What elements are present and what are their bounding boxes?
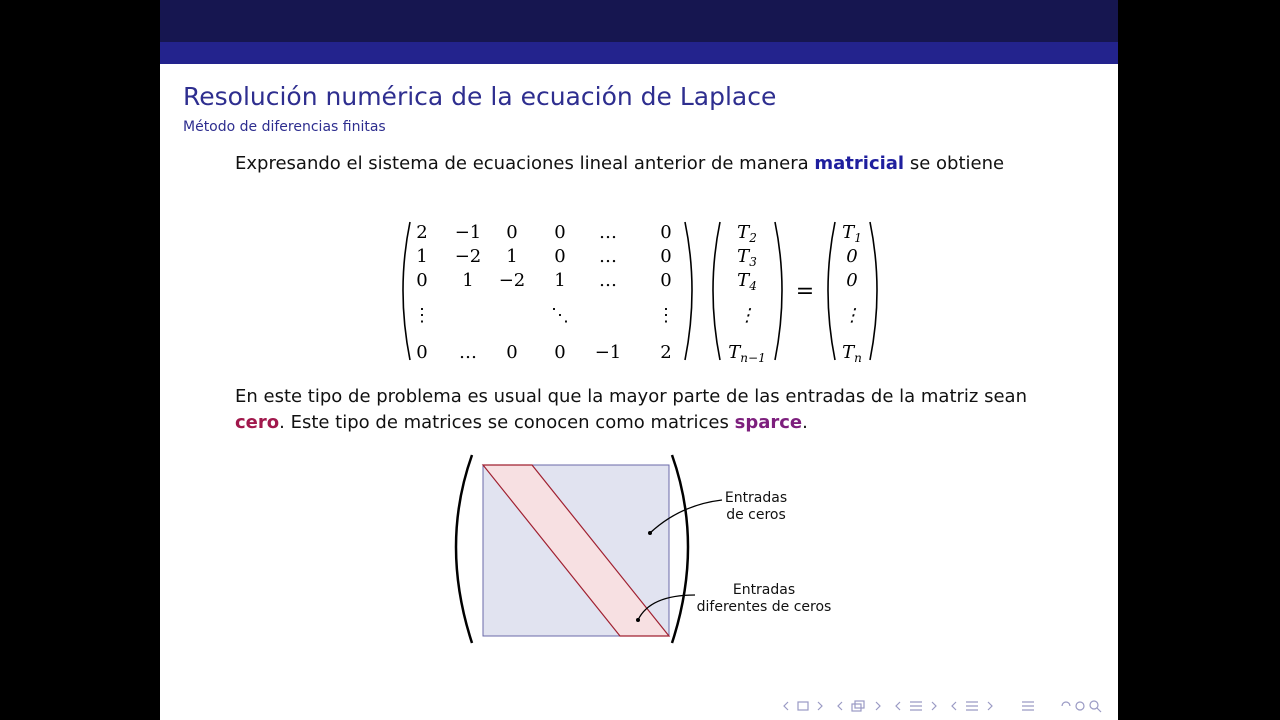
matrix-cell: 0 [416, 270, 428, 291]
diagram-right-paren [672, 455, 688, 643]
zeros-pointer-dot [648, 531, 652, 535]
matrix-cell: 0 [554, 342, 566, 363]
sparse-paragraph-line2 [235, 410, 808, 436]
nav-section-icon[interactable] [952, 702, 992, 710]
matrix-cell: 1 [554, 270, 566, 291]
matrix-cell: 2 [416, 222, 428, 243]
matrix-cell: −2 [498, 270, 526, 291]
unknown-vector-cell: $T_{n-1}$ [728, 342, 766, 365]
vector-left-paren [713, 222, 720, 360]
matrix-cell: … [599, 270, 617, 291]
keyword-sparce: sparce [734, 412, 803, 433]
label-nonzero-line2: diferentes de ceros [696, 599, 832, 615]
nav-frame-icon[interactable] [838, 701, 880, 711]
vector-right-paren [775, 222, 782, 360]
intro-text-before: Expresando el sistema de ecuaciones lineal anterior de manera [235, 153, 809, 174]
matrix-cell: … [599, 246, 617, 267]
matrix-cell: 1 [506, 246, 518, 267]
matrix-cell: 0 [660, 222, 672, 243]
header-bar-bottom [160, 42, 1118, 64]
matrix-cell: −1 [454, 222, 482, 243]
label-zeros-line2: de ceros [726, 507, 786, 523]
rhs-vector-cell: 0 [846, 246, 858, 267]
matrix-equation [390, 210, 890, 370]
label-nonzero-line1: Entradas [732, 582, 796, 598]
sparse-paragraph-line1: En este tipo de problema es usual que la mayor parte de las entradas de la matriz sean [235, 386, 1027, 407]
slide-title: Resolución numérica de la ecuación de Laplace [183, 82, 777, 111]
nav-slide-icon[interactable] [784, 702, 822, 710]
nav-search-icon[interactable] [1062, 701, 1101, 712]
nonzero-pointer-dot [636, 618, 640, 622]
nav-toc-icon[interactable] [1022, 702, 1034, 710]
matrix-cell: 0 [660, 270, 672, 291]
matrix-cell: 0 [554, 246, 566, 267]
diagram-left-paren [456, 455, 472, 643]
matrix-cell: ⋮ [413, 305, 431, 326]
slide [160, 0, 1118, 720]
matrix-cell: ⋮ [657, 305, 675, 326]
sparse-text-end: . [802, 412, 808, 433]
matrix-cell: 1 [462, 270, 474, 291]
matrix-cell: −1 [594, 342, 622, 363]
matrix-cell: 0 [506, 222, 518, 243]
intro-text-after: se obtiene [909, 153, 1005, 174]
keyword-matricial: matricial [814, 153, 905, 174]
rhs-vector-cell: $T_1$ [842, 222, 862, 245]
rhs-vector-cell: 0 [846, 270, 858, 291]
label-zeros-line1: Entradas [724, 490, 788, 506]
matrix-cell: ⋱ [551, 305, 569, 326]
rhs-left-paren [828, 222, 835, 360]
label-zeros [718, 490, 794, 524]
rhs-vector-cell: $T_n$ [842, 342, 862, 365]
matrix-right-paren [685, 222, 692, 360]
matrix-cell: 0 [660, 246, 672, 267]
intro-paragraph [235, 151, 1004, 177]
matrix-cell: 0 [416, 342, 428, 363]
keyword-cero: cero [235, 412, 280, 433]
matrix-cell: −2 [454, 246, 482, 267]
nav-subsection-icon[interactable] [896, 702, 936, 710]
slide-subtitle: Método de diferencias finitas [183, 119, 386, 135]
matrix-cell: 0 [506, 342, 518, 363]
header-bar-top [160, 0, 1118, 42]
matrix-cell: … [459, 342, 477, 363]
equals-sign: = [795, 279, 815, 304]
matrix-cell: … [599, 222, 617, 243]
rhs-right-paren [870, 222, 877, 360]
beamer-navigation[interactable] [780, 697, 1110, 715]
matrix-left-paren [403, 222, 410, 360]
sparse-matrix-diagram [440, 445, 860, 655]
unknown-vector-cell: $T_4$ [737, 270, 757, 293]
label-nonzero [690, 582, 838, 616]
unknown-vector-cell: $T_3$ [737, 246, 757, 269]
unknown-vector-cell: $T_2$ [737, 222, 757, 245]
rhs-vector-cell: ⋮ [843, 305, 861, 326]
matrix-cell: 2 [660, 342, 672, 363]
matrix-cell: 0 [554, 222, 566, 243]
sparse-text-middle: . Este tipo de matrices se conocen como matrices [279, 412, 729, 433]
matrix-cell: 1 [416, 246, 428, 267]
unknown-vector-cell: ⋮ [738, 305, 756, 326]
